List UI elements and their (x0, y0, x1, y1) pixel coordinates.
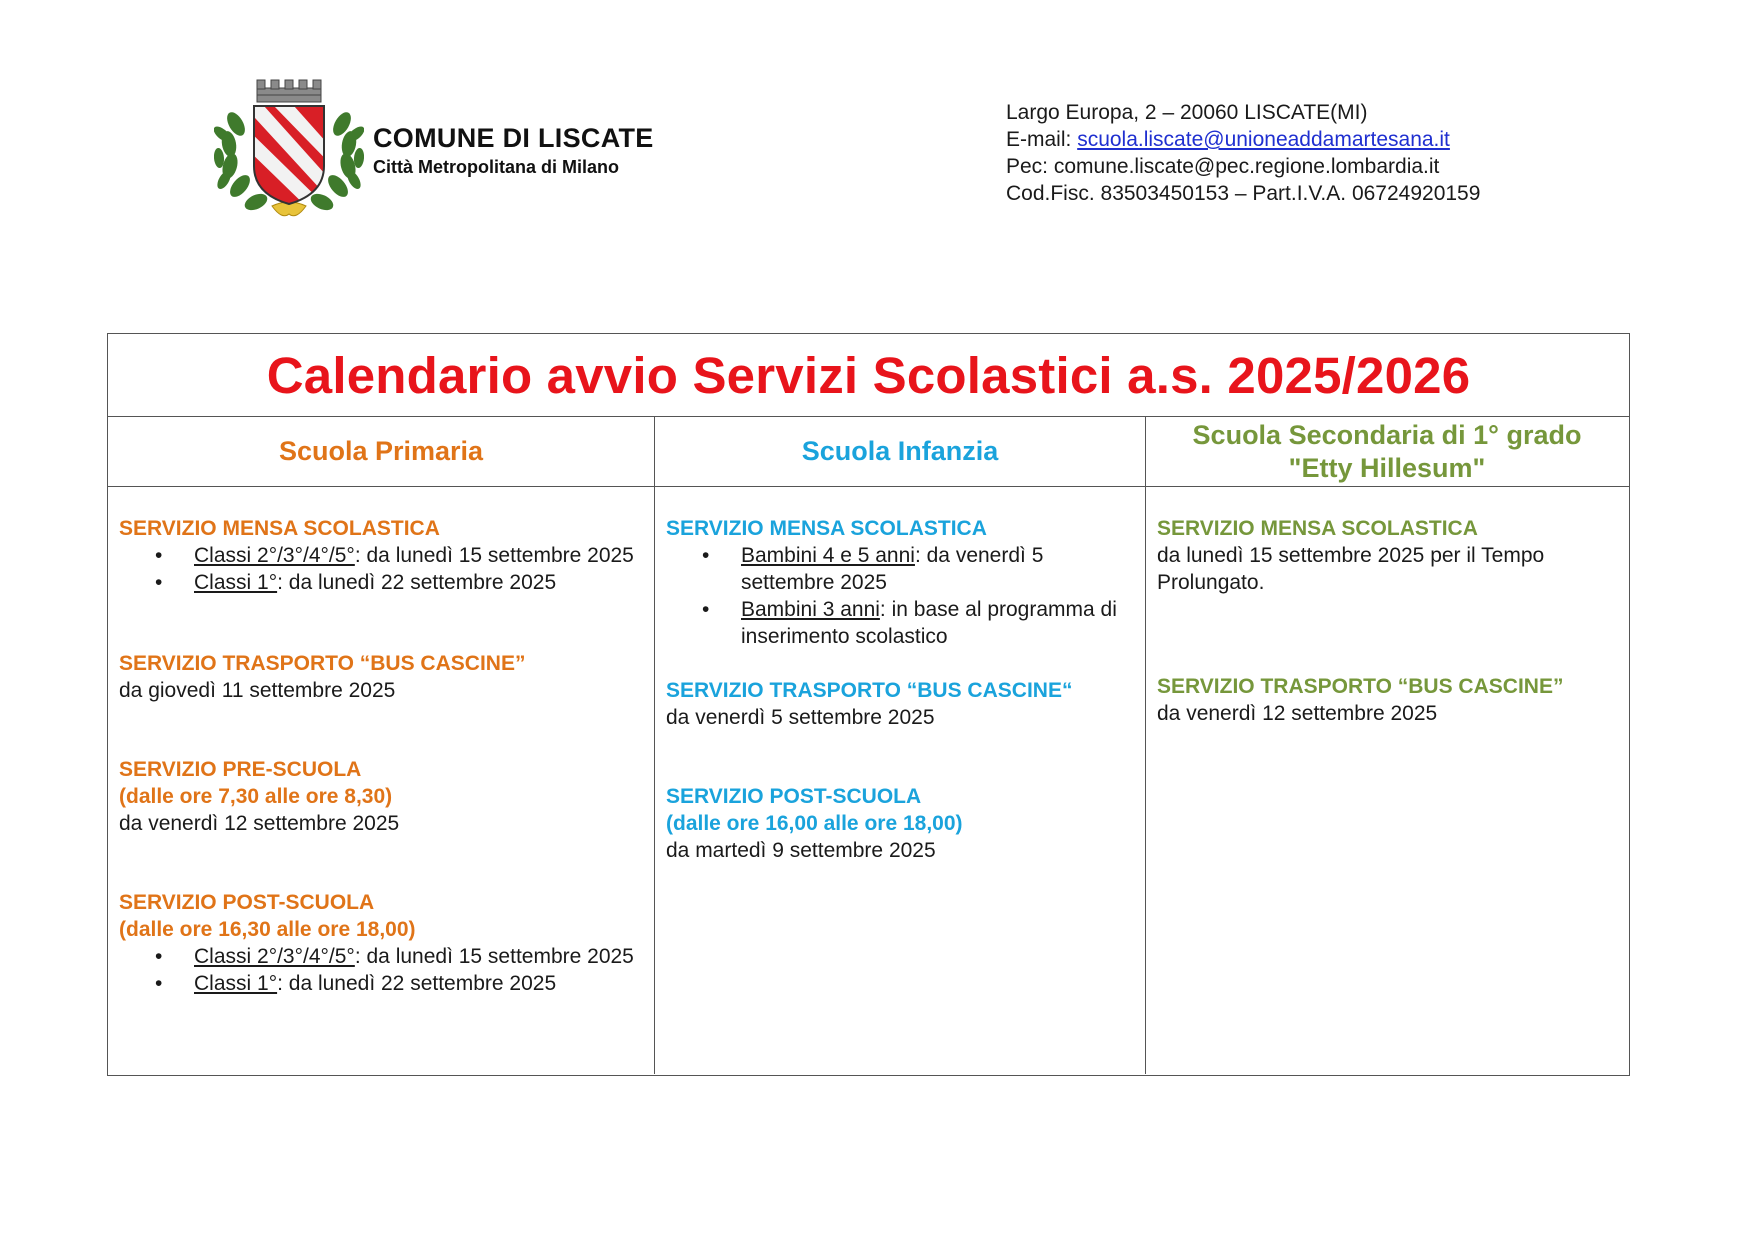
section-title: SERVIZIO POST-SCUOLA (666, 785, 922, 808)
section-text: da lunedì 15 settembre 2025 per il Tempo Prolungato. (1157, 544, 1545, 594)
item-label: Bambini 4 e 5 anni (741, 544, 915, 567)
email-label: E-mail: (1006, 128, 1078, 151)
column-header-row (108, 417, 1629, 487)
contact-block (1006, 99, 1480, 207)
item-list (119, 943, 644, 997)
item-label: Classi 1° (194, 571, 278, 594)
section-text: da venerdì 12 settembre 2025 (1157, 702, 1438, 725)
cell-secondaria (1146, 487, 1628, 1074)
list-item (194, 542, 644, 569)
email-line (1006, 126, 1480, 153)
section-trasporto (666, 677, 1135, 731)
section-title: SERVIZIO MENSA SCOLASTICA (1157, 517, 1478, 540)
section-mensa (1157, 515, 1618, 596)
section-title: SERVIZIO TRASPORTO “BUS CASCINE“ (666, 679, 1073, 702)
item-text: : in base al programma di inserimento scolastico (741, 598, 1117, 648)
section-subtitle: (dalle ore 16,30 alle ore 18,00) (119, 918, 416, 941)
item-list (666, 542, 1135, 650)
section-title: SERVIZIO MENSA SCOLASTICA (119, 517, 440, 540)
item-label: Classi 2°/3°/4°/5° (194, 945, 355, 968)
list-item (194, 970, 644, 997)
item-label: Bambini 3 anni (741, 598, 880, 621)
list-item (741, 596, 1135, 650)
section-mensa (666, 515, 1135, 650)
header-line: Scuola Primaria (278, 436, 484, 466)
section-title: SERVIZIO PRE-SCUOLA (119, 758, 362, 781)
list-item (741, 542, 1135, 596)
section-trasporto (119, 650, 644, 704)
section-text: da martedì 9 settembre 2025 (666, 839, 936, 862)
list-item (194, 569, 644, 596)
fiscal-line: Cod.Fisc. 83503450153 – Part.I.V.A. 06724920159 (1006, 182, 1481, 205)
header-line: Scuola Secondaria di 1° grado (1192, 419, 1582, 450)
item-text: : da lunedì 22 settembre 2025 (277, 571, 557, 594)
header-scuola-infanzia (655, 417, 1146, 486)
municipal-crest-icon (214, 74, 364, 226)
section-trasporto (1157, 673, 1618, 727)
item-list (119, 542, 644, 596)
page-title: Calendario avvio Servizi Scolastici a.s. 2025/2026 (266, 346, 1471, 404)
section-post-scuola (666, 783, 1135, 864)
section-text: da venerdì 5 settembre 2025 (666, 706, 935, 729)
comune-heading (373, 122, 654, 178)
cell-infanzia (655, 487, 1146, 1074)
calendar-table (107, 333, 1630, 1076)
comune-name: COMUNE DI LISCATE (373, 123, 654, 153)
section-pre-scuola (119, 756, 644, 837)
header-scuola-primaria (108, 417, 655, 486)
body-row (108, 487, 1629, 1074)
section-mensa (119, 515, 644, 596)
item-text: : da lunedì 22 settembre 2025 (277, 972, 557, 995)
section-post-scuola (119, 889, 644, 997)
section-title: SERVIZIO TRASPORTO “BUS CASCINE” (1157, 675, 1564, 698)
title-row (108, 334, 1629, 417)
section-text: da venerdì 12 settembre 2025 (119, 812, 400, 835)
item-label: Classi 2°/3°/4°/5° (194, 544, 355, 567)
item-label: Classi 1° (194, 972, 278, 995)
item-text: : da lunedì 15 settembre 2025 (354, 945, 634, 968)
email-link[interactable]: scuola.liscate@unioneaddamartesana.it (1077, 128, 1450, 151)
address-line: Largo Europa, 2 – 20060 LISCATE(MI) (1006, 101, 1368, 124)
section-text: da giovedì 11 settembre 2025 (119, 679, 396, 702)
list-item (194, 943, 644, 970)
section-title: SERVIZIO POST-SCUOLA (119, 891, 375, 914)
section-subtitle: (dalle ore 7,30 alle ore 8,30) (119, 785, 393, 808)
pec-line: Pec: comune.liscate@pec.regione.lombardia.it (1006, 155, 1440, 178)
item-text: : da venerdì 5 settembre 2025 (741, 544, 1044, 594)
header-line: Scuola Infanzia (801, 436, 999, 466)
section-title: SERVIZIO MENSA SCOLASTICA (666, 517, 987, 540)
section-subtitle: (dalle ore 16,00 alle ore 18,00) (666, 812, 963, 835)
cell-primaria (108, 487, 655, 1074)
header-scuola-secondaria (1146, 417, 1628, 486)
comune-subtitle: Città Metropolitana di Milano (373, 157, 619, 177)
item-text: : da lunedì 15 settembre 2025 (354, 544, 634, 567)
header-line: "Etty Hillesum" (1288, 452, 1486, 483)
section-title: SERVIZIO TRASPORTO “BUS CASCINE” (119, 652, 526, 675)
